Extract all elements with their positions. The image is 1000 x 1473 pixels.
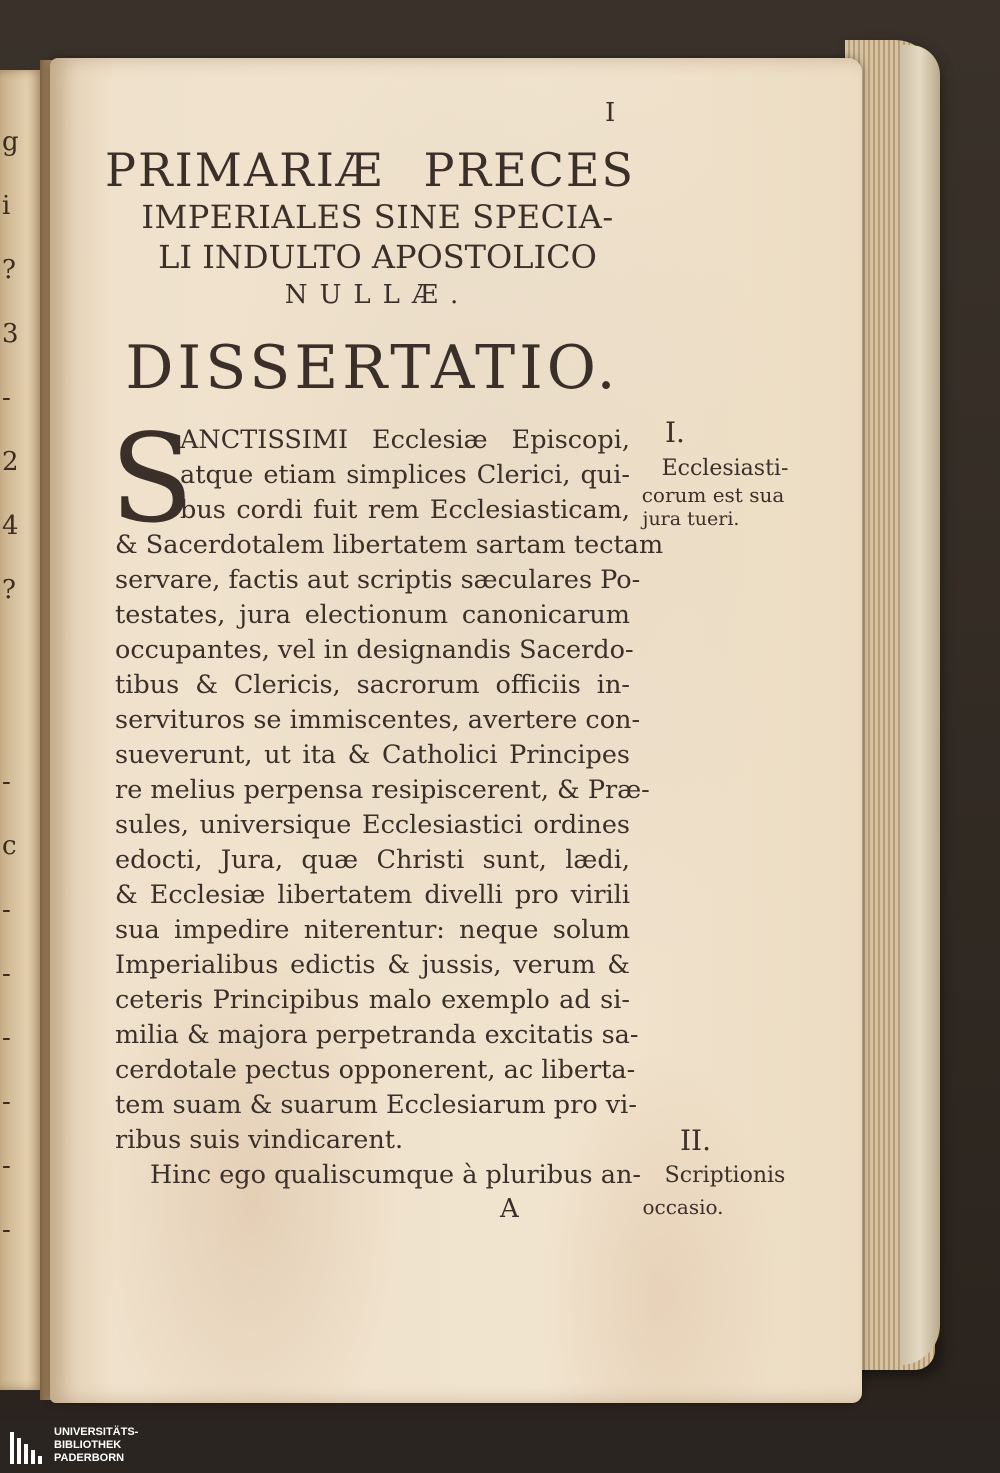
title-line-2: IMPERIALES SINE SPECIA- [141, 198, 614, 236]
body-line: milia & majora perpetranda excitatis sa- [115, 1020, 639, 1050]
body-line: & Ecclesiæ libertatem divelli pro virili [115, 880, 630, 910]
margin-note-number: II. [680, 1124, 712, 1157]
drop-cap: S [110, 408, 194, 550]
body-line: servituros se immiscentes, avertere con- [115, 705, 641, 735]
body-line: ANCTISSIMI Ecclesiæ Episcopi, [180, 425, 630, 455]
page-number: I [605, 98, 616, 128]
body-line: re melius perpensa resipiscerent, & Præ- [115, 775, 650, 805]
body-line: & Sacerdotalem libertatem sartam tectam [115, 530, 664, 560]
margin-note-line: occasio. [642, 1195, 724, 1219]
library-footer [0, 1422, 1000, 1473]
title-line-4: NULLÆ. [284, 280, 471, 310]
library-name-line-1: UNIVERSITÄTS- [54, 1426, 139, 1438]
library-name-line-3: PADERBORN [54, 1452, 125, 1464]
library-name [54, 1426, 138, 1465]
signature-mark: A [500, 1194, 519, 1224]
body-line: Hinc ego qualiscumque à pluribus an- [150, 1160, 641, 1190]
body-line: ceteris Principibus malo exemplo ad si- [115, 985, 630, 1015]
title-line-1: PRIMARIÆ PRECES [105, 143, 635, 197]
library-logo-icon [8, 1428, 48, 1468]
body-line: occupantes, vel in designandis Sacerdo- [115, 635, 634, 665]
margin-note-line: Ecclesiasti- [661, 456, 789, 481]
left-page-text: g i ? 3 - 2 4 ? - c - - - - - - [2, 127, 19, 1245]
body-line: servare, factis aut scriptis sæculares Po- [115, 565, 641, 595]
margin-note-number: I. [665, 416, 685, 449]
body-line: testates, jura electionum canonicarum [115, 600, 630, 630]
library-name-line-2: BIBLIOTHEK [54, 1439, 122, 1451]
body-line: Imperialibus edictis & jussis, verum & [115, 950, 630, 980]
body-line: tem suam & suarum Ecclesiarum pro vi- [115, 1090, 637, 1120]
body-line: tibus & Clericis, sacrorum officiis in- [115, 670, 630, 700]
book-cover-edge [900, 45, 940, 1365]
margin-note-line: corum est sua [641, 483, 785, 507]
body-line: sules, universique Ecclesiastici ordines [115, 810, 630, 840]
body-line: sua impedire niterentur: neque solum [115, 915, 630, 945]
body-line: bus cordi fuit rem Ecclesiasticam, [180, 495, 630, 525]
body-line: cerdotale pectus opponerent, ac liberta- [115, 1055, 636, 1085]
title-line-3: LI INDULTO APOSTOLICO [158, 238, 597, 276]
body-line: sueverunt, ut ita & Catholici Principes [115, 740, 630, 770]
body-line: atque etiam simplices Clerici, qui- [180, 460, 630, 490]
margin-note-line: Scriptionis [664, 1163, 786, 1188]
margin-note-line: jura tueri. [642, 508, 740, 530]
body-line: edocti, Jura, quæ Christi sunt, lædi, [115, 845, 630, 875]
left-page-fragment [0, 70, 44, 1390]
body-line: ribus suis vindicarent. [115, 1125, 404, 1155]
book-page [50, 58, 862, 1403]
dissertation-heading: DISSERTATIO. [125, 333, 620, 403]
